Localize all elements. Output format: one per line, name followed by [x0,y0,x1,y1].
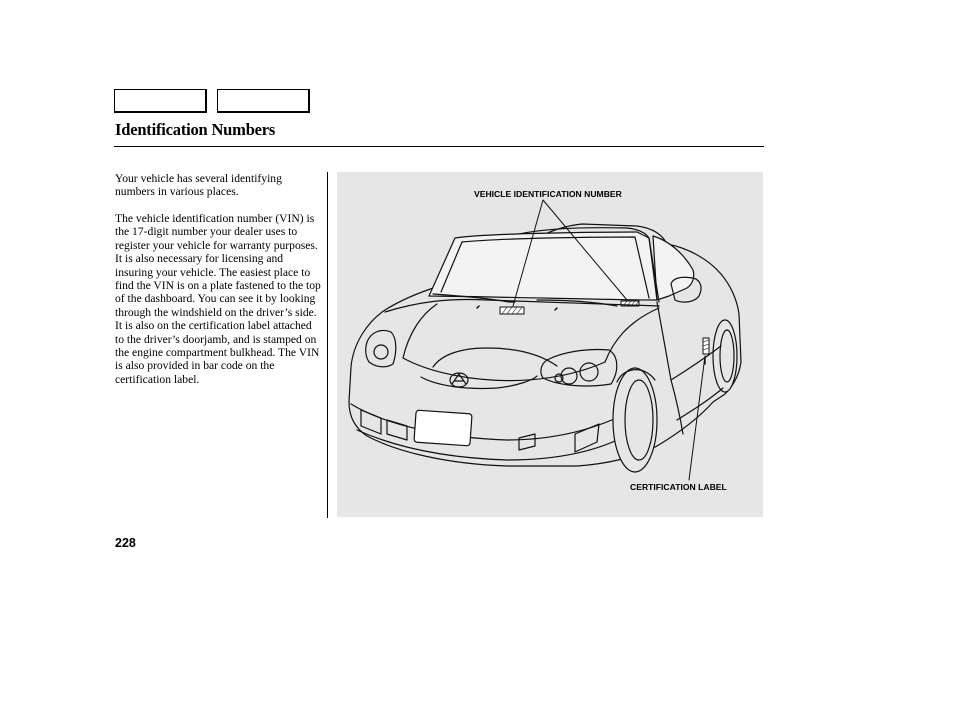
section-tab-left [114,89,207,113]
front-emblem [450,373,468,387]
column-divider [327,172,328,518]
car-drawing [337,172,763,517]
title-divider [114,146,764,147]
headlight-left [366,330,396,366]
fog-light-left [361,410,381,434]
page-number: 228 [115,536,136,550]
front-grille [421,376,537,389]
certification-label: CERTIFICATION LABEL [630,482,727,492]
vin-label: VEHICLE IDENTIFICATION NUMBER [474,189,622,199]
page-title: Identification Numbers [115,120,276,139]
cert-callout-line [689,356,705,480]
front-wheel [613,368,657,472]
headlight-right [541,349,617,386]
license-plate [414,410,472,446]
vin-plate-left [500,307,524,314]
vehicle-illustration [337,172,763,517]
section-tab-right [217,89,310,113]
intro-paragraph: Your vehicle has several identifying numbers in various places. [115,172,282,199]
vin-paragraph: The vehicle identification number (VIN) is the 17-digit number your dealer uses to register your vehicle for warranty purposes. It is also necessary for licensing and insuring your vehicle. The easiest place to find the VIN is on a plate fastened to the top of the dashboard. You can see it by looking through the windshield on the driver’s side. It is also on the certification label attached to the driver’s doorjamb, and is stamped on the engine compartment bulkhead. The VIN is also provided in bar code on the certification label. [115,212,321,386]
